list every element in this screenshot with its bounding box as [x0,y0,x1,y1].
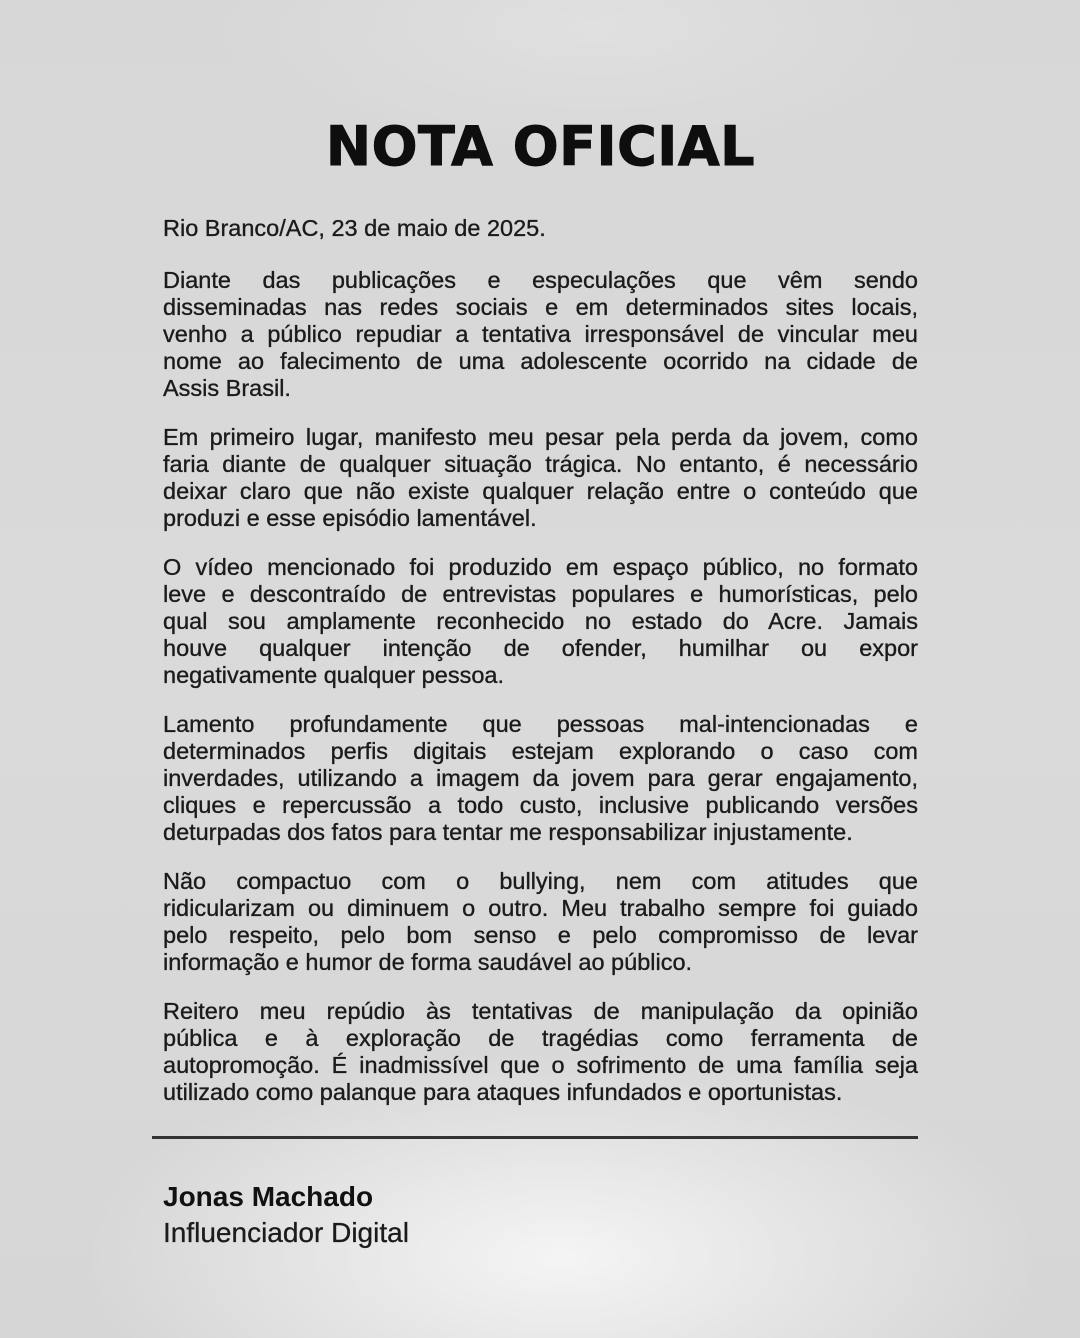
text-line: pelo respeito, pelo bom senso e pelo compromisso de levar [163,922,918,948]
text-line: houve qualquer intenção de ofender, humilhar ou expor [163,635,918,661]
statement-paragraph-5 [163,868,918,976]
text-line: inverdades, utilizando a imagem da jovem para gerar engajamento, [163,765,918,791]
text-line: determinados perfis digitais estejam explorando o caso com [163,738,918,764]
statement-paragraph-6 [163,998,918,1106]
text-line: ridicularizam ou diminuem o outro. Meu trabalho sempre foi guiado [163,895,918,921]
text-line: Diante das publicações e especulações que vêm sendo [163,267,918,293]
text-line: deixar claro que não existe qualquer relação entre o conteúdo que [163,478,918,504]
statement-paragraph-3 [163,554,918,689]
text-line: Não compactuo com o bullying, nem com atitudes que [163,868,918,894]
dateline: Rio Branco/AC, 23 de maio de 2025. [163,215,546,241]
text-line: venho a público repudiar a tentativa irresponsável de vincular meu [163,321,918,347]
text-line: deturpadas dos fatos para tentar me responsabilizar injustamente. [163,819,853,845]
text-line: Assis Brasil. [163,375,291,401]
text-line: Lamento profundamente que pessoas mal-intencionadas e [163,711,918,737]
text-line: informação e humor de forma saudável ao público. [163,949,693,975]
text-line: cliques e repercussão a todo custo, inclusive publicando versões [163,792,918,818]
statement-paragraph-4 [163,711,918,846]
text-line: negativamente qualquer pessoa. [163,662,504,688]
text-line: utilizado como palanque para ataques infundados e oportunistas. [163,1079,843,1105]
text-line: leve e descontraído de entrevistas populares e humorísticas, pelo [163,581,918,607]
page-title: NOTA OFICIAL [325,115,756,178]
text-line: Em primeiro lugar, manifesto meu pesar pela perda da jovem, como [163,424,918,450]
text-line: nome ao falecimento de uma adolescente ocorrido na cidade de [163,348,918,374]
text-line: autopromoção. É inadmissível que o sofrimento de uma família seja [163,1052,918,1078]
text-line: O vídeo mencionado foi produzido em espaço público, no formato [163,554,918,580]
text-line: Reitero meu repúdio às tentativas de manipulação da opinião [163,998,918,1024]
text-line: qual sou amplamente reconhecido no estado do Acre. Jamais [163,608,918,634]
statement-paragraph-2 [163,424,918,532]
text-line: produzi e esse episódio lamentável. [163,505,537,531]
signature-role: Influenciador Digital [163,1216,409,1248]
text-line: faria diante de qualquer situação trágica. No entanto, é necessário [163,451,918,477]
signature-name: Jonas Machado [163,1180,374,1212]
text-line: disseminadas nas redes sociais e em determinados sites locais, [163,294,918,320]
text-line: pública e à exploração de tragédias como ferramenta de [163,1025,918,1051]
statement-paragraph-1 [163,267,918,402]
signature-divider [152,1136,918,1139]
